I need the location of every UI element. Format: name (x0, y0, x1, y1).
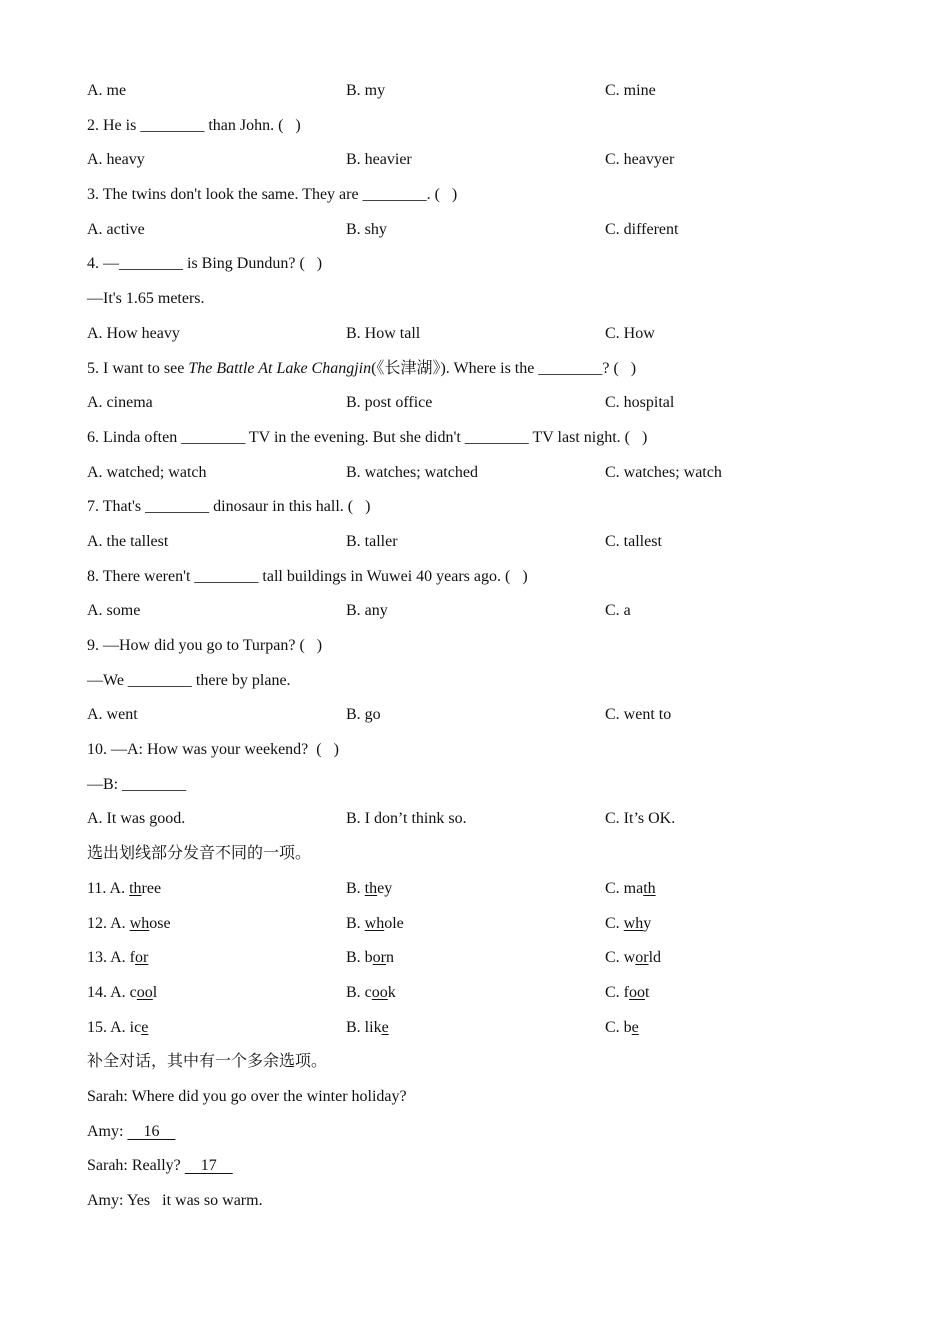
q9-answer-line: —We ________ there by plane. (87, 671, 291, 689)
q10-answer-line: —B: ________ (87, 775, 187, 793)
q2-option-c: C. heavyer (605, 151, 675, 169)
q9-stem: 9. —How did you go to Turpan? ( ) (87, 637, 323, 654)
blank-16[interactable]: 16 (127, 1122, 176, 1140)
q9-options (87, 698, 887, 733)
q5-options (87, 386, 887, 421)
q9-option-c: C. went to (605, 706, 672, 724)
q12-option-a: 12. A. whose (87, 914, 171, 932)
q15-option-b: B. like (346, 1018, 389, 1036)
q3-option-c: C. different (605, 220, 679, 238)
q2-stem: 2. He is ________ than John. ( ) (87, 116, 301, 134)
q4-option-c: C. How (605, 324, 655, 342)
q5-option-a: A. cinema (87, 394, 153, 412)
q4-option-a: A. How heavy (87, 324, 180, 342)
phonics-row-12 (87, 907, 887, 942)
q6-options (87, 456, 887, 491)
q6-stem: 6. Linda often ________ TV in the evening. But she didn't ________ TV last night. ( ) (87, 428, 648, 446)
q2-option-a: A. heavy (87, 151, 145, 169)
q1-options (87, 74, 887, 109)
q6-option-b: B. watches; watched (346, 463, 478, 481)
q3-option-b: B. shy (346, 220, 387, 238)
q7-options (87, 525, 887, 560)
q1-option-c: C. mine (605, 82, 656, 99)
q4-options (87, 317, 887, 352)
q5-stem-pre: 5. I want to see (87, 359, 189, 377)
worksheet-page (87, 74, 887, 1219)
q14-option-b: B. cook (346, 983, 396, 1001)
q11-option-c: C. math (605, 879, 656, 897)
q15-option-a: 15. A. ice (87, 1018, 149, 1036)
q13-option-a: 13. A. for (87, 949, 149, 967)
q3-stem: 3. The twins don't look the same. They are ________. ( ) (87, 186, 458, 204)
dialogue-line-1: Sarah: Where did you go over the winter holiday? (87, 1087, 407, 1105)
q12-option-b: B. whole (346, 914, 404, 932)
q7-stem: 7. That's ________ dinosaur in this hall. ( ) (87, 498, 371, 516)
phonics-row-14 (87, 976, 887, 1011)
q4-answer-line: —It's 1.65 meters. (87, 290, 205, 308)
q1-option-a: A. me (87, 82, 127, 99)
phonics-row-11 (87, 872, 887, 907)
q1-option-b: B. my (346, 82, 386, 99)
section-phonics-heading: 选出划线部分发音不同的一项。 (87, 845, 312, 863)
q5-stem-post: (《长津湖》). Where is the ________? ( ) (371, 359, 637, 377)
section-dialogue-heading: 补全对话，其中有一个多余选项。 (87, 1053, 328, 1071)
q8-stem: 8. There weren't ________ tall buildings in Wuwei 40 years ago. ( ) (87, 567, 528, 585)
q4-stem: 4. —________ is Bing Dundun? ( ) (87, 255, 323, 273)
q15-option-c: C. be (605, 1018, 639, 1036)
phonics-row-15 (87, 1011, 887, 1046)
dialogue-line-4: Amy: Yes it was so warm. (87, 1192, 263, 1209)
q7-option-c: C. tallest (605, 532, 662, 550)
dialogue-line-3: Sarah: Really? 17 (87, 1157, 233, 1175)
q10-stem: 10. —A: How was your weekend? ( ) (87, 741, 339, 759)
q2-options (87, 143, 887, 178)
q13-option-b: B. born (346, 949, 394, 967)
q10-option-b: B. I don’t think so. (346, 810, 467, 828)
blank-17[interactable]: 17 (184, 1157, 233, 1175)
q10-option-c: C. It’s OK. (605, 810, 676, 828)
q13-option-c: C. world (605, 949, 662, 967)
phonics-row-13 (87, 941, 887, 976)
q7-option-a: A. the tallest (87, 532, 169, 550)
q8-option-b: B. any (346, 602, 388, 620)
q2-option-b: B. heavier (346, 151, 412, 169)
q9-option-b: B. go (346, 706, 381, 724)
q9-option-a: A. went (87, 706, 138, 724)
q12-option-c: C. why (605, 914, 652, 932)
q8-option-a: A. some (87, 602, 141, 620)
q4-option-b: B. How tall (346, 324, 421, 342)
q8-option-c: C. a (605, 602, 631, 620)
q7-option-b: B. taller (346, 532, 398, 550)
q8-options (87, 594, 887, 629)
q10-options (87, 802, 887, 837)
q3-option-a: A. active (87, 220, 145, 238)
dialogue-line-2: Amy: 16 (87, 1122, 176, 1140)
q5-stem (87, 352, 887, 387)
q5-movie-title: The Battle At Lake Changjin (188, 359, 372, 377)
q10-option-a: A. It was good. (87, 810, 186, 828)
q11-option-b: B. they (346, 879, 393, 897)
q3-options (87, 213, 887, 248)
q11-option-a: 11. A. three (87, 879, 162, 897)
q6-option-a: A. watched; watch (87, 463, 207, 481)
q14-option-c: C. foot (605, 983, 650, 1001)
q14-option-a: 14. A. cool (87, 983, 158, 1001)
q5-option-c: C. hospital (605, 394, 675, 412)
q6-option-c: C. watches; watch (605, 463, 722, 481)
q5-option-b: B. post office (346, 394, 433, 412)
